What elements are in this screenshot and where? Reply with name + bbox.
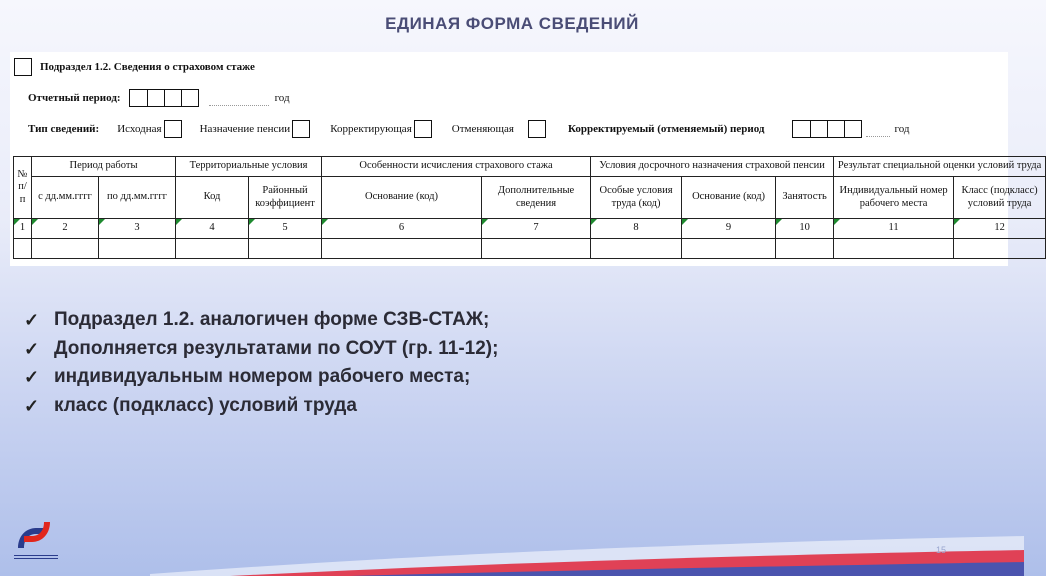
table-cell[interactable] [32, 239, 99, 259]
table-cell[interactable] [954, 239, 1046, 259]
basis-code-2-header: Основание (код) [682, 177, 776, 219]
reporting-period-label: Отчетный период: [28, 92, 121, 104]
early-pension-header: Условия досрочного назначения страховой пенсии [591, 157, 834, 177]
to-date-header: по дд.мм.гггг [99, 177, 176, 219]
regional-coef-header: Районный коэффициент [249, 177, 322, 219]
col-num: 9 [682, 219, 776, 239]
from-date-header: с дд.мм.гггг [32, 177, 99, 219]
workplace-number-header: Индивидуальный номер рабочего места [834, 177, 954, 219]
bullet-list [24, 306, 498, 420]
bullet-text: Дополняется результатами по СОУТ (гр. 11-12); [54, 337, 499, 359]
type-pension-checkbox[interactable] [292, 120, 310, 138]
table-cell[interactable] [176, 239, 249, 259]
table-cell[interactable] [249, 239, 322, 259]
reporting-period-boxes[interactable] [129, 89, 199, 107]
bullet-text: Подраздел 1.2. аналогичен форме СЗВ-СТАЖ; [54, 309, 490, 330]
table-row [14, 239, 1046, 259]
table-cell[interactable] [99, 239, 176, 259]
col-num: 7 [482, 219, 591, 239]
col-num: 8 [591, 219, 682, 239]
bullet-text: индивидуальным номером рабочего места; [54, 366, 471, 387]
col-num: 12 [954, 219, 1046, 239]
checkmark-icon: ✓ [24, 395, 40, 416]
year-label: год [274, 92, 290, 104]
col-num: 1 [14, 219, 32, 239]
type-initial-label: Исходная [117, 123, 162, 135]
col-num: 6 [322, 219, 482, 239]
form-document [10, 52, 1042, 266]
col-num: 5 [249, 219, 322, 239]
column-number-row [14, 219, 1046, 239]
employment-header: Занятость [776, 177, 834, 219]
type-correcting-label: Корректирующая [330, 123, 412, 135]
type-cancelling-checkbox[interactable] [528, 120, 546, 138]
corrected-year-label: год [894, 123, 910, 135]
subsection-title: Подраздел 1.2. Сведения о страховом стаже [40, 61, 255, 73]
basis-code-header: Основание (код) [322, 177, 482, 219]
type-pension-label: Назначение пенсии [199, 123, 291, 135]
soat-result-header: Результат специальной оценки условий труда [834, 157, 1046, 177]
col-num: 2 [32, 219, 99, 239]
checkmark-icon: ✓ [24, 338, 40, 359]
col-num: 10 [776, 219, 834, 239]
table-cell[interactable] [591, 239, 682, 259]
checkmark-icon: ✓ [24, 367, 40, 387]
subsection-row [12, 58, 255, 76]
decorative-wave [150, 516, 1024, 576]
bullet-text: класс (подкласс) условий труда [54, 394, 357, 416]
additional-info-header: Дополнительные сведения [482, 177, 591, 219]
type-initial-checkbox[interactable] [164, 120, 182, 138]
territorial-header: Территориальные условия [176, 157, 322, 177]
experience-table [13, 156, 1046, 259]
type-correcting-checkbox[interactable] [414, 120, 432, 138]
num-header: № п/п [14, 157, 32, 219]
col-num: 4 [176, 219, 249, 239]
corrected-period-boxes[interactable] [792, 120, 862, 138]
year-field[interactable] [209, 91, 269, 106]
list-item [24, 363, 498, 392]
table-cell[interactable] [682, 239, 776, 259]
logo-caption-lines [14, 553, 58, 561]
calc-features-header: Особенности исчисления страхового стажа [322, 157, 591, 177]
list-item [24, 392, 498, 421]
list-item [24, 335, 498, 364]
slide-title: ЕДИНАЯ ФОРМА СВЕДЕНИЙ [385, 14, 639, 33]
special-conditions-header: Особые условия труда (код) [591, 177, 682, 219]
code-header: Код [176, 177, 249, 219]
table-cell[interactable] [776, 239, 834, 259]
reporting-period-row [28, 89, 290, 107]
col-num: 3 [99, 219, 176, 239]
page-number: 15 [935, 545, 946, 555]
checkmark-icon: ✓ [24, 310, 40, 330]
info-type-label: Тип сведений: [28, 123, 100, 135]
corrected-year-field[interactable] [866, 122, 890, 137]
type-cancelling-label: Отменяющая [451, 123, 514, 135]
subsection-checkbox[interactable] [14, 58, 32, 76]
list-item [24, 306, 498, 335]
work-period-header: Период работы [32, 157, 176, 177]
table-cell[interactable] [834, 239, 954, 259]
corrected-period-label: Корректируемый (отменяемый) период [567, 123, 765, 135]
table-cell[interactable] [14, 239, 32, 259]
table-cell[interactable] [482, 239, 591, 259]
table-cell[interactable] [322, 239, 482, 259]
info-type-row [28, 120, 910, 138]
col-num: 11 [834, 219, 954, 239]
class-header: Класс (подкласс) условий труда [954, 177, 1046, 219]
